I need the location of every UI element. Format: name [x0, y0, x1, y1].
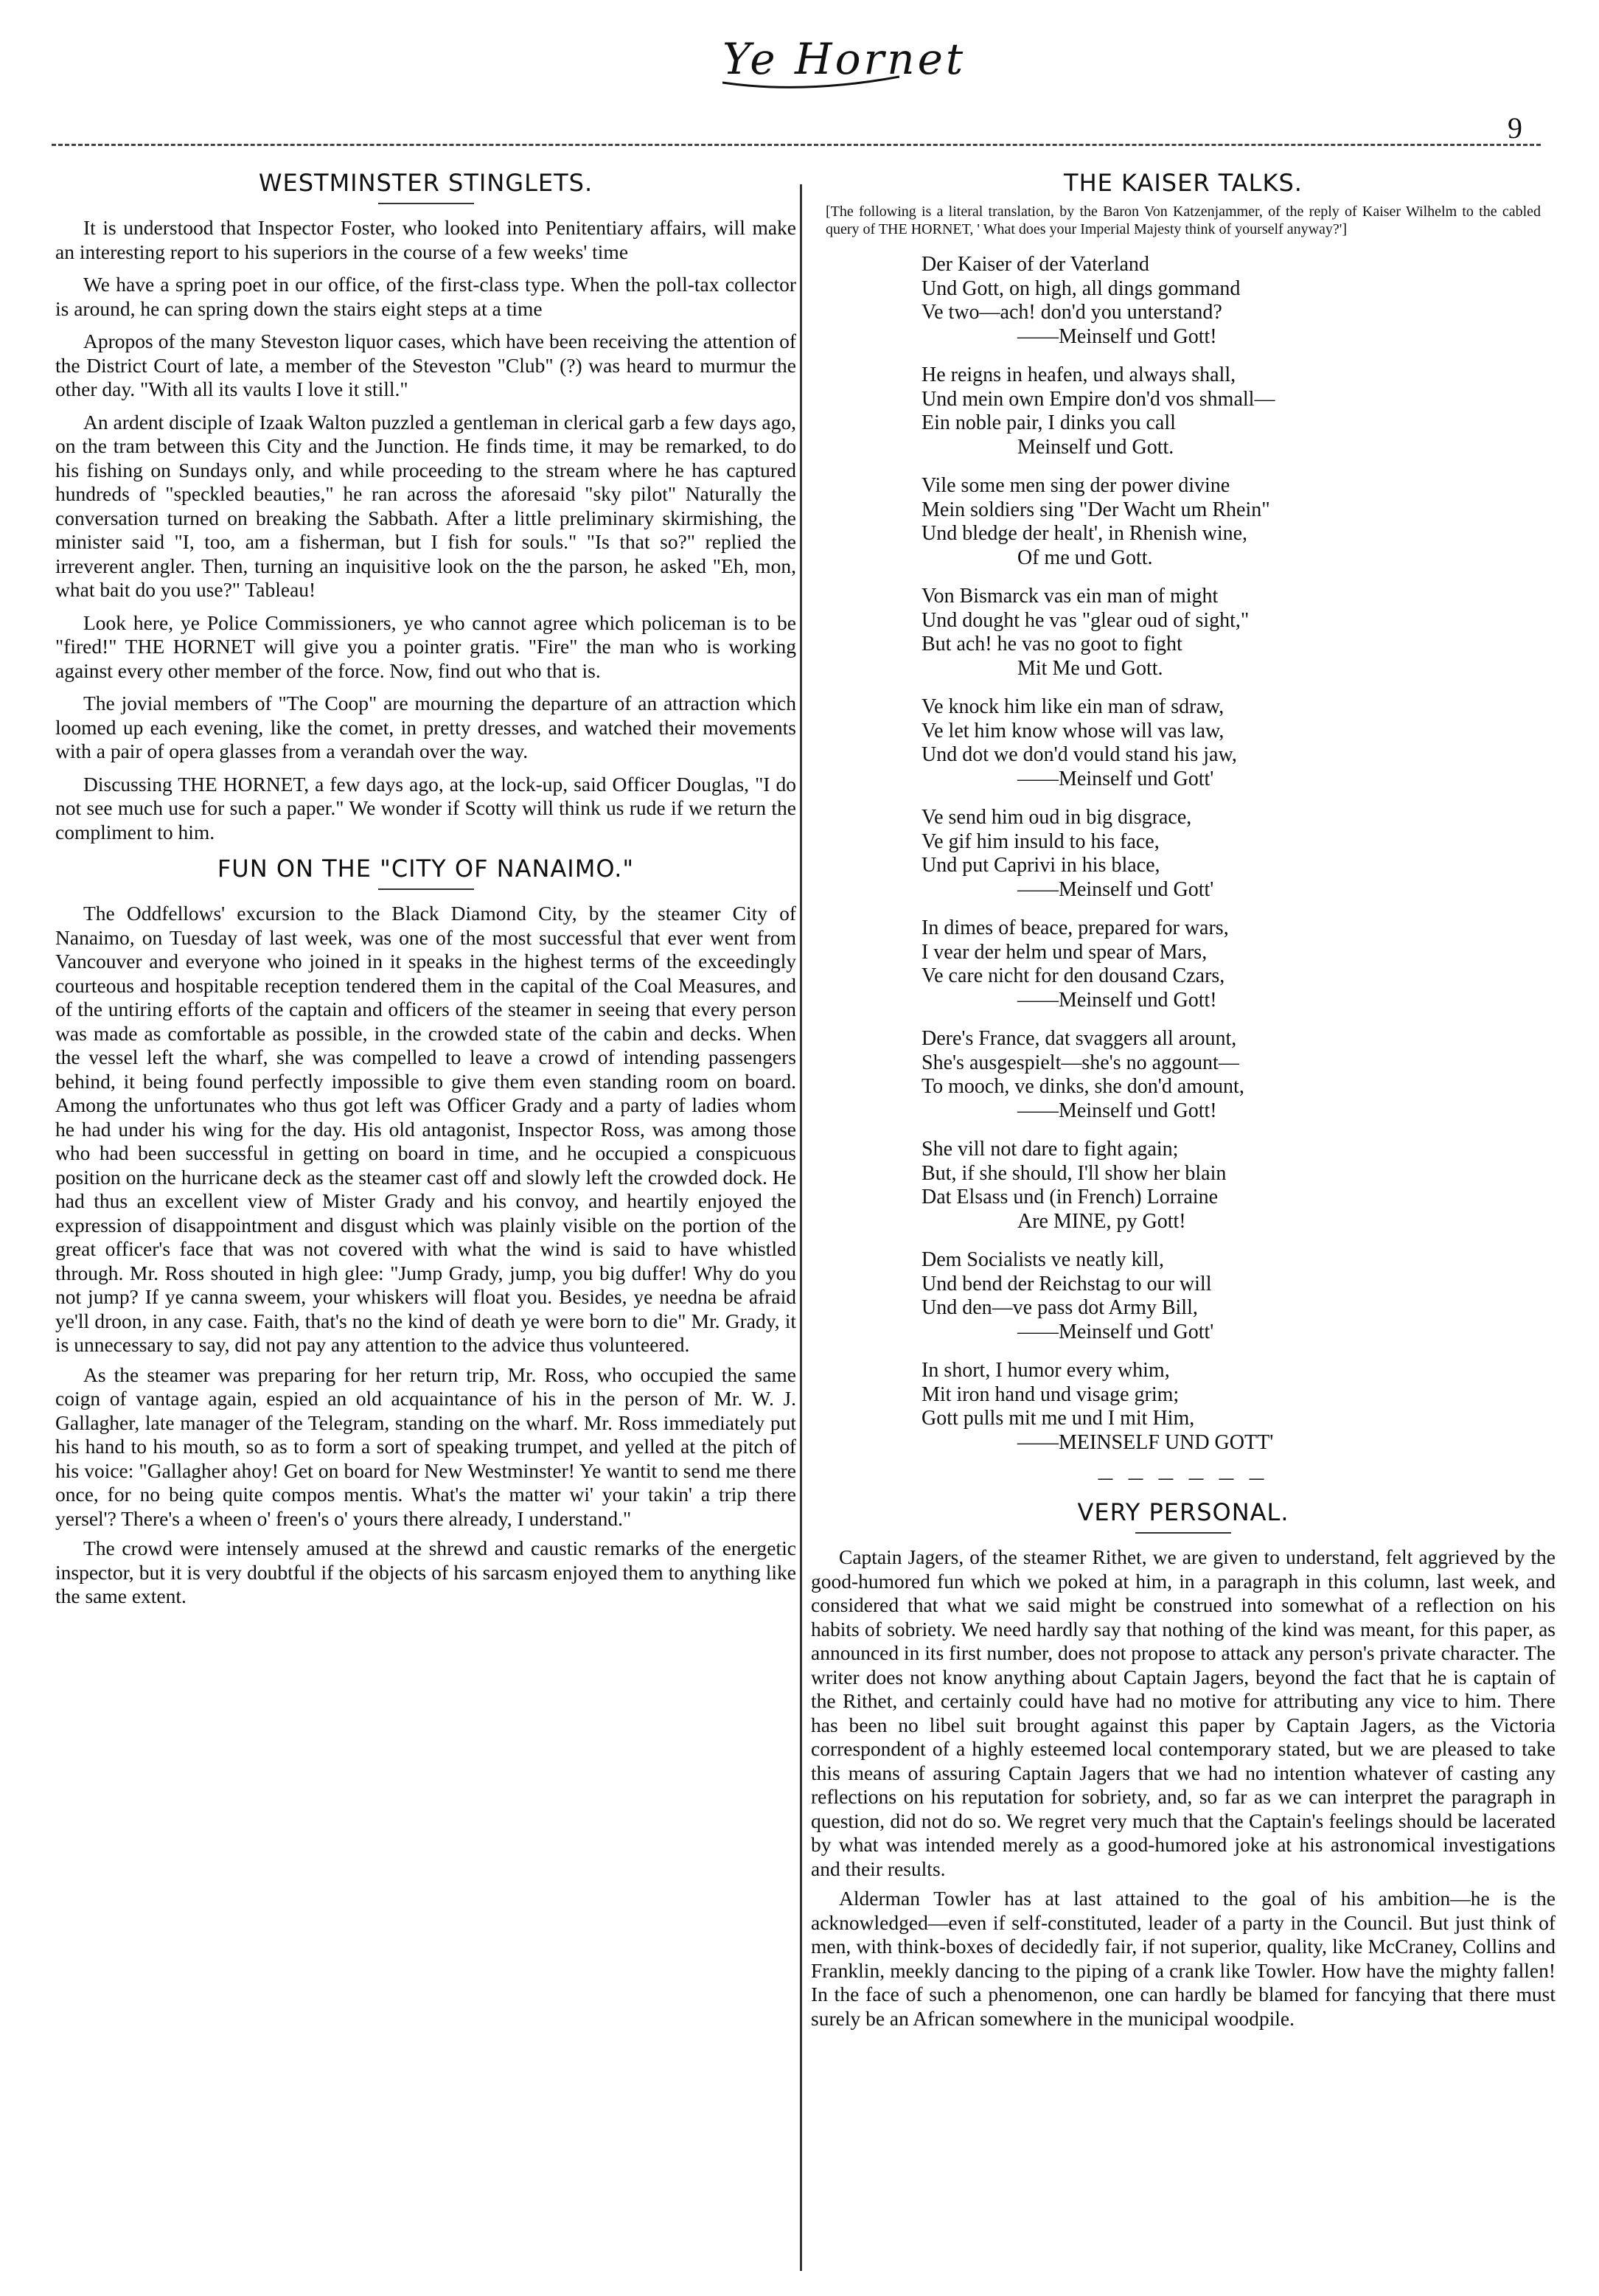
headline-rule: [1135, 1532, 1231, 1534]
poem-line: Und den—ve pass dot Army Bill,: [922, 1296, 1198, 1319]
poem-line: ——Meinself und Gott!: [1017, 324, 1217, 348]
westminster-stinglets-headline: WESTMINSTER STINGLETS.: [258, 169, 593, 197]
poem-line: Und put Caprivi in his blace,: [922, 854, 1160, 877]
fun-on-city-of-nanaimo-headline: FUN ON THE "CITY OF NANAIMO.": [217, 855, 635, 883]
poem-line: Of me und Gott.: [1017, 546, 1153, 569]
poem-line: Und Gott, on high, all dings gommand: [922, 276, 1241, 300]
poem-line: Ve let him know whose will vas law,: [922, 719, 1224, 742]
page-number: 9: [1508, 111, 1522, 145]
header-rule: [52, 144, 1541, 146]
hornet-logo-lettering: Ye Hornet: [722, 34, 966, 84]
poem-line: Ve gif him insuld to his face,: [922, 829, 1160, 853]
poem-line: Ve send him oud in big disgrace,: [922, 806, 1192, 829]
article-paragraph: An ardent disciple of Izaak Walton puzzled a gentleman in clerical garb a few days ago, on the tram between this City and the Junction. He finds time, it may be remarked, to do his fishing on Sundays only, and while proceeding to the stream where he has captured hundreds of "speckled beauties," he ran across the aforesaid "sky pilot" Naturally the conversation turned on breaking the Sabbath. After a little preliminary skirmishing, the minister said "I, too, am a fisherman, but I fish for souls." "Is that so?" replied the irreverent angler. Then, turning an inquisitive look on the the parson, he asked "Eh, mon, what bait do you use?" Tableau!: [55, 410, 796, 601]
poem-line: ——Meinself und Gott': [1017, 767, 1214, 790]
poem-stanza: [922, 1248, 1556, 1344]
poem-line: Von Bismarck vas ein man of might: [922, 585, 1219, 608]
article-paragraph: Apropos of the many Steveston liquor cases, which have been receiving the attention of the District Court of late, a member of the Steveston "Club" (?) was heard to murmur the other day. "With all its vaults I love it still.": [55, 330, 796, 400]
poem-line: But, if she should, I'll show her blain: [922, 1161, 1227, 1185]
poem-line: Und mein own Empire don'd vos shmall—: [922, 387, 1275, 411]
poem-line: Ve care nicht for den dousand Czars,: [922, 964, 1225, 987]
poem-line: Ve knock him like ein man of sdraw,: [922, 695, 1224, 718]
poem-line: Und bledge der healt', in Rhenish wine,: [922, 522, 1248, 545]
poem-stanza: [922, 916, 1556, 1012]
poem-line: ——Meinself und Gott!: [1017, 988, 1217, 1012]
poem-stanza: [922, 253, 1556, 349]
right-column: [811, 159, 1556, 2036]
hornet-logo-mark: [715, 29, 966, 100]
section-separator: — — — — — —: [1097, 1469, 1269, 1488]
poem-line: Meinself und Gott.: [1017, 435, 1174, 459]
article-paragraph: Alderman Towler has at last attained to the goal of his ambition—he is the acknowledged—even if self-constituted, leader of a party in the Council. But just think of men, with think-boxes of decidedly fair, if not superior, quality, like McCraney, Collins and Franklin, meekly dancing to the piping of a crank like Towler. How have the mighty fallen! In the face of such a phenomenon, one can hardly be blamed for fancying that there must surely be an African somewhere in the municipal woodpile.: [811, 1887, 1556, 2030]
poem-line: ——Meinself und Gott': [1017, 877, 1214, 901]
editorial-note: [The following is a literal translation, by the Baron Von Katzenjammer, of the reply of Kaiser Wilhelm to the cabled query of THE HORNET, ' What does your Imperial Majesty think of yourself anyway?']: [826, 203, 1541, 237]
poem-line: But ach! he vas no goot to fight: [922, 633, 1182, 655]
article-paragraph: The Oddfellows' excursion to the Black Diamond City, by the steamer City of Nanaimo, on Tuesday of last week, was one of the most successful that ever went from Vancouver and everyone who joined in it speaks in the highest terms of the exceedingly courteous and hospitable reception tendered them in the capital of the Coal Measures, and of the untiring efforts of the captain and officers of the steamer in seeing that every person was made as comfortable as possible, in the crowded state of the cabin and decks. When the vessel left the wharf, she was compelled to leave a crowd of intending passengers behind, it being found perfectly impossible to give them even standing room on board. Among the unfortunates who thus got left was Officer Grady and a party of ladies whom he had under his wing for the day. His old antagonist, Inspector Ross, was among those who had been successful in getting on board in time, and he occupied a conspicuous position on the hurricane deck as the steamer cast off and slowly left the crowded dock. He had thus an excellent view of Mister Grady and his convoy, and heartily enjoyed the expression of disappointment and disgust which was plainly visible on the portion of the great officer's face that was not covered with what the wind is said to have whistled through. Mr. Ross shouted in high glee: "Jump Grady, jump, you big duffer! Why do you not jump? If ye canna sweem, your whiskers will float you. Besides, ye needna be afraid ye'll droon, in any case. Faith, that's no the kind of death ye were born to die" Mr. Grady, it is unnecessary to say, did not pay any attention to the advice thus volunteered.: [55, 902, 796, 1356]
poem-line: Mit Me und Gott.: [1017, 656, 1163, 680]
poem-stanza: [922, 474, 1556, 570]
poem-line: ——Meinself und Gott!: [1017, 1099, 1217, 1122]
poem-line: Ve two—ach! don'd you unterstand?: [922, 301, 1222, 324]
poem-line: Mein soldiers sing "Der Wacht um Rhein": [922, 498, 1270, 521]
poem-stanza: [922, 585, 1556, 681]
left-column: [55, 159, 796, 1615]
very-personal-headline: VERY PERSONAL.: [1077, 1498, 1289, 1526]
poem-stanza: [922, 363, 1556, 459]
poem-stanza: [922, 1027, 1556, 1123]
poem-stanza: [922, 695, 1556, 791]
poem-line: He reigns in heafen, und always shall,: [922, 363, 1236, 386]
poem-line: Are MINE, py Gott!: [1017, 1209, 1186, 1233]
kaiser-talks-headline: THE KAISER TALKS.: [1064, 169, 1303, 197]
article-paragraph: We have a spring poet in our office, of the first-class type. When the poll-tax collector is around, he can spring down the stairs eight steps at a time: [55, 273, 796, 320]
poem-line: ——MEINSELF UND GOTT': [1017, 1430, 1274, 1454]
column-divider: [800, 184, 802, 2271]
headline-rule: [378, 203, 474, 204]
article-paragraph: Discussing THE HORNET, a few days ago, at the lock-up, said Officer Douglas, "I do not see much use for such a paper." We wonder if Scotty will think us rude if we return the compliment to him.: [55, 772, 796, 843]
poem-line: I vear der helm und spear of Mars,: [922, 940, 1208, 964]
masthead: [0, 0, 1599, 170]
poem-line: Ein noble pair, I dinks you call: [922, 411, 1176, 434]
poem-line: Dere's France, dat svaggers all arount,: [922, 1027, 1237, 1050]
poem-line: Und dought he vas "glear oud of sight,": [922, 608, 1250, 632]
poem-stanza: [922, 1359, 1556, 1455]
article-paragraph: As the steamer was preparing for her return trip, Mr. Ross, who occupied the same coign of vantage again, espied an old acquaintance of his in the person of Mr. W. J. Gallagher, late manager of the Telegram, standing on the wharf. Mr. Ross immediately put his hand to his mouth, so as to form a sort of speaking trumpet, and yelled at the pitch of his voice: "Gallagher ahoy! Get on board for New Westminster! Ye wantit to send me there once, for no being quite compos mentis. What's the matter wi' your takin' a trip there yersel'? There's a wheen o' freen's o' yours there already, I understand.": [55, 1363, 796, 1530]
poem-line: Mit iron hand und visage grim;: [922, 1382, 1180, 1406]
poem-line: ——Meinself und Gott': [1017, 1320, 1214, 1343]
article-paragraph: Look here, ye Police Commissioners, ye who cannot agree which policeman is to be "fired!" THE HORNET will give you a pointer gratis. "Fire" the man who is working against every other member of the force. Now, find out who that is.: [55, 610, 796, 682]
headline-rule: [378, 888, 474, 890]
article-paragraph: Captain Jagers, of the steamer Rithet, we are given to understand, felt aggrieved by the good-humored fun which we poked at him, in a paragraph in this column, last week, and considered that what we said might be construed into somewhat of a reflection on his habits of sobriety. We need hardly say that nothing of the kind was meant, for this paper, as announced in its first number, does not propose to attack any person's private character. The writer does not know anything about Captain Jagers, beyond the fact that he is captain of the Rithet, and certainly could have had no motive for attributing any vice to him. There has been no libel suit brought against this paper by Captain Jagers, as the Victoria correspondent of a highly esteemed local contemporary stated, but we are pleased to take this means of assuring Captain Jagers that we had no intention whatever of casting any reflections on his reputation for sobriety, and, so far as we can interpret the paragraph in question, did not do so. We regret very much that the Captain's feelings should be lacerated by what was intended merely as a good-humored joke at his astronomical investigations and their results.: [811, 1545, 1556, 1880]
poem-stanza: [922, 806, 1556, 902]
poem-line: Und dot we don'd vould stand his jaw,: [922, 743, 1237, 766]
kaiser-poem: [811, 253, 1556, 1455]
poem-line: In dimes of beace, prepared for wars,: [922, 916, 1229, 939]
poem-stanza: [922, 1138, 1556, 1234]
poem-line: Dem Socialists ve neatly kill,: [922, 1248, 1164, 1271]
poem-line: Dat Elsass und (in French) Lorraine: [922, 1186, 1218, 1208]
poem-line: She vill not dare to fight again;: [922, 1138, 1179, 1161]
poem-line: To mooch, ve dinks, she don'd amount,: [922, 1075, 1244, 1098]
poem-line: Vile some men sing der power divine: [922, 474, 1230, 497]
article-paragraph: It is understood that Inspector Foster, who looked into Penitentiary affairs, will make an interesting report to his superiors in the course of a few weeks' time: [55, 216, 796, 263]
poem-line: She's ausgespielt—she's no aggount—: [922, 1051, 1239, 1074]
article-paragraph: The jovial members of "The Coop" are mourning the departure of an attraction which loomed up each evening, like the comet, in pretty dresses, and watched their movements with a pair of opera glasses from a verandah over the way.: [55, 692, 796, 762]
poem-line: Gott pulls mit me und I mit Him,: [922, 1407, 1195, 1430]
poem-line: In short, I humor every whim,: [922, 1359, 1170, 1382]
poem-line: Und bend der Reichstag to our will: [922, 1272, 1212, 1295]
article-paragraph: The crowd were intensely amused at the shrewd and caustic remarks of the energetic inspector, but it is very doubtful if the objects of his sarcasm enjoyed them to anything like the same extent.: [55, 1537, 796, 1607]
hornet-logo: [715, 29, 966, 100]
poem-line: Der Kaiser of der Vaterland: [922, 253, 1149, 276]
